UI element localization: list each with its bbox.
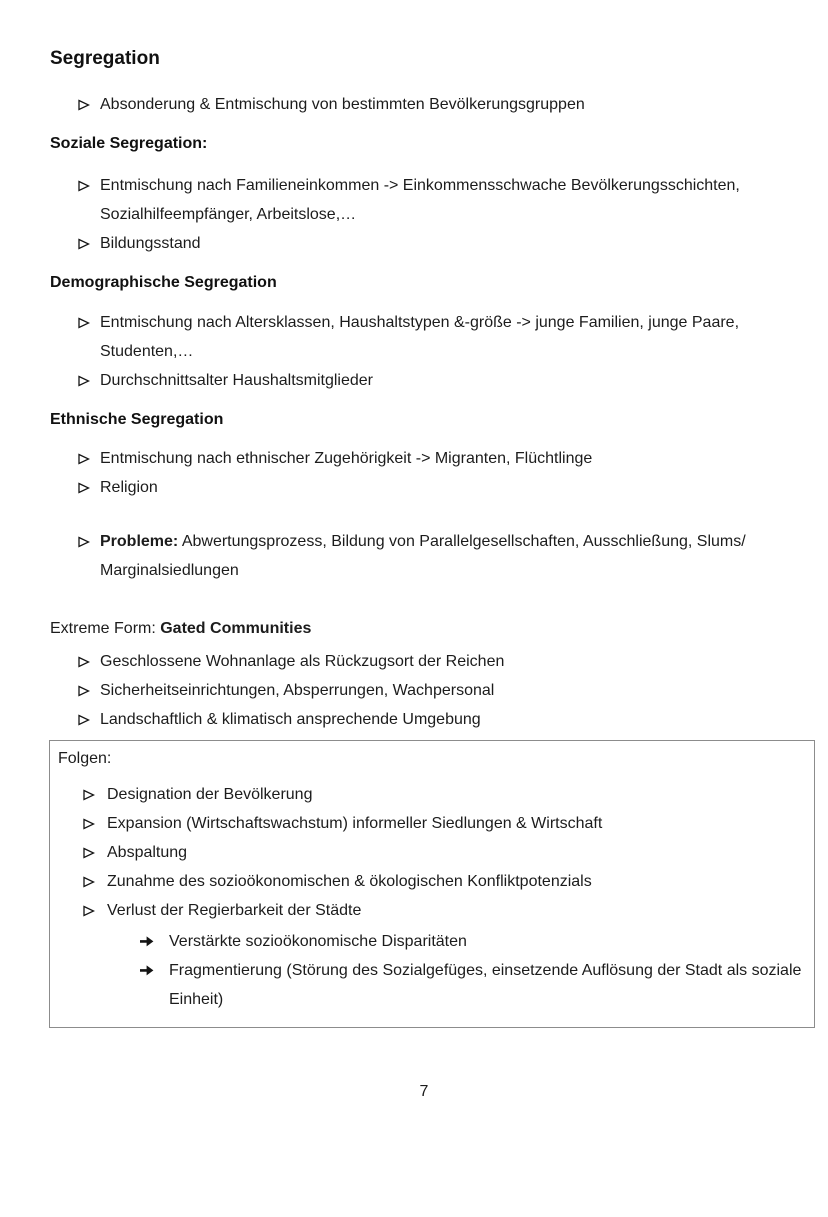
- bullet-item: [78, 473, 798, 502]
- arrowhead-bullet-icon: [83, 847, 107, 859]
- bullet-text: Landschaftlich & klimatisch ansprechende Umgebung: [100, 711, 481, 728]
- bullet-item: [83, 896, 804, 925]
- page-title: Segregation: [50, 48, 160, 69]
- section-heading-demographische: Demographische Segregation: [50, 274, 277, 291]
- bullet-text: [100, 527, 798, 585]
- intro-bullet-list: [50, 90, 798, 119]
- bullet-text: Sicherheitseinrichtungen, Absperrungen, Wachpersonal: [100, 682, 495, 699]
- arrow-sub-bullet-icon: [140, 964, 169, 977]
- arrowhead-bullet-icon: [83, 905, 107, 917]
- bullet-item: [83, 867, 804, 896]
- consequences-bullet-list: [58, 780, 804, 925]
- arrowhead-bullet-icon: [78, 180, 100, 192]
- arrowhead-bullet-icon: [78, 536, 100, 548]
- bullet-item: [78, 705, 798, 734]
- bullet-text: Designation der Bevölkerung: [107, 786, 313, 803]
- arrowhead-bullet-icon: [78, 99, 100, 111]
- section-heading-soziale: Soziale Segregation:: [50, 135, 208, 152]
- sub-bullet-text: Verstärkte sozioökonomische Disparitäten: [169, 933, 467, 950]
- bullet-item: [78, 676, 798, 705]
- arrow-sub-bullet-icon: [140, 935, 169, 948]
- extreme-form-line: [50, 614, 798, 643]
- arrowhead-bullet-icon: [78, 685, 100, 697]
- arrowhead-bullet-icon: [78, 453, 100, 465]
- bullet-text: Expansion (Wirtschaftswachstum) informeller Siedlungen & Wirtschaft: [107, 815, 603, 832]
- arrowhead-bullet-icon: [78, 482, 100, 494]
- arrowhead-bullet-icon: [83, 818, 107, 830]
- bullet-list-soziale: [50, 171, 798, 258]
- consequences-box: [49, 740, 815, 1028]
- arrowhead-bullet-icon: [78, 714, 100, 726]
- document-page: [0, 46, 828, 1217]
- page-number: 7: [419, 1083, 429, 1100]
- bullet-text: Entmischung nach Familieneinkommen -> Einkommensschwache Bevölkerungsschichten, Sozialhilfeempfänger, Arbeitslose,…: [100, 177, 740, 223]
- bullet-text: Verlust der Regierbarkeit der Städte: [107, 902, 362, 919]
- sub-bullet-item: [140, 927, 804, 956]
- arrowhead-bullet-icon: [83, 876, 107, 888]
- consequences-sub-bullet-list: [58, 927, 804, 1014]
- bullet-item: [78, 171, 798, 229]
- sub-bullet-item: [140, 956, 804, 1014]
- arrowhead-bullet-icon: [78, 317, 100, 329]
- bullet-text: Durchschnittsalter Haushaltsmitglieder: [100, 372, 373, 389]
- bullet-text: Absonderung & Entmischung von bestimmten Bevölkerungsgruppen: [100, 96, 585, 113]
- bullet-text: Entmischung nach Altersklassen, Haushaltstypen &-größe -> junge Familien, junge Paare, Studenten,…: [100, 314, 740, 360]
- bullet-text: Abspaltung: [107, 844, 188, 861]
- consequences-box-label: Folgen:: [58, 750, 112, 767]
- probleme-text: Abwertungsprozess, Bildung von Parallelgesellschaften, Ausschließung, Slums/ Marginalsiedlungen: [100, 533, 746, 579]
- bullet-text: Zunahme des sozioökonomischen & ökologischen Konfliktpotenzials: [107, 873, 592, 890]
- section-heading-ethnische: Ethnische Segregation: [50, 411, 224, 428]
- bullet-item: [78, 444, 798, 473]
- arrowhead-bullet-icon: [78, 375, 100, 387]
- bullet-list-demographische: [50, 308, 798, 395]
- bullet-item: [78, 90, 798, 119]
- bullet-text: Religion: [100, 479, 158, 496]
- probleme-label: Probleme:: [100, 533, 179, 550]
- bullet-item: [78, 308, 798, 366]
- arrowhead-bullet-icon: [78, 238, 100, 250]
- bullet-item: [83, 838, 804, 867]
- bullet-text: Entmischung nach ethnischer Zugehörigkeit -> Migranten, Flüchtlinge: [100, 450, 593, 467]
- bullet-text: Bildungsstand: [100, 235, 201, 252]
- bullet-item: [78, 229, 798, 258]
- extreme-form-title: Gated Communities: [160, 620, 312, 637]
- bullet-item: [83, 780, 804, 809]
- bullet-item: [83, 809, 804, 838]
- bullet-item: [78, 647, 798, 676]
- arrowhead-bullet-icon: [78, 656, 100, 668]
- probleme-bullet-list: [50, 527, 798, 585]
- bullet-item-probleme: [78, 527, 798, 585]
- extreme-form-prefix: Extreme Form:: [50, 620, 161, 637]
- bullet-list-gated-communities: [50, 647, 798, 734]
- arrowhead-bullet-icon: [83, 789, 107, 801]
- bullet-item: [78, 366, 798, 395]
- sub-bullet-text: Fragmentierung (Störung des Sozialgefüges, einsetzende Auflösung der Stadt als soziale Einheit): [169, 962, 802, 1008]
- bullet-text: Geschlossene Wohnanlage als Rückzugsort der Reichen: [100, 653, 505, 670]
- bullet-list-ethnische: [50, 444, 798, 502]
